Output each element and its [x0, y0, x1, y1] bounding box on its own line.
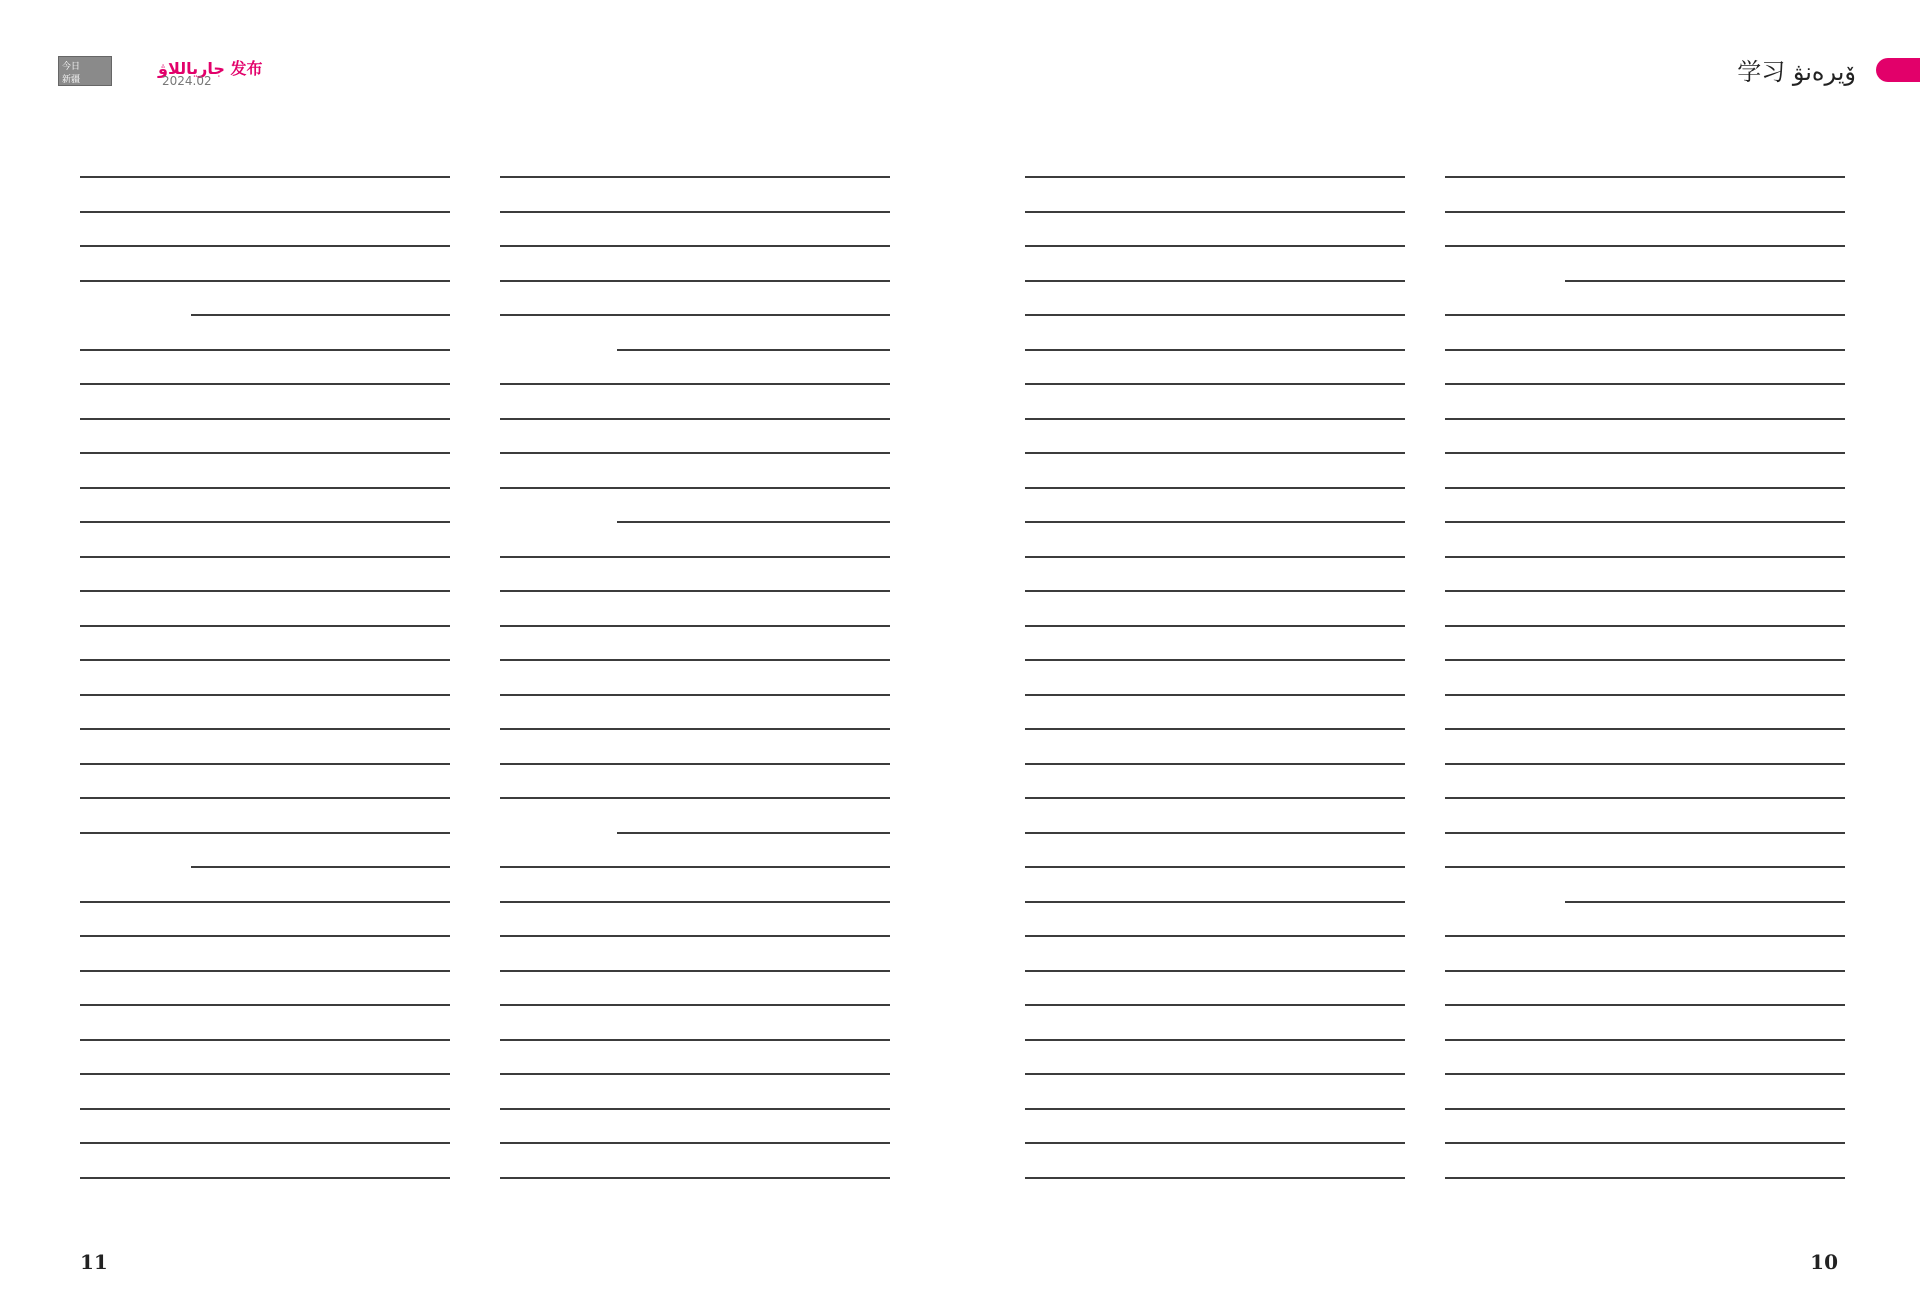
- text-line: [1445, 866, 1845, 868]
- text-line: [80, 418, 450, 420]
- text-line: [1445, 452, 1845, 454]
- text-column-2: [500, 176, 890, 1211]
- text-line: [1025, 590, 1405, 592]
- text-line: [1445, 1039, 1845, 1041]
- text-line: [617, 832, 890, 834]
- text-line: [1445, 970, 1845, 972]
- text-line: [1565, 901, 1845, 903]
- text-line: [500, 763, 890, 765]
- publication-name: جارياللاۋ 发布: [158, 59, 263, 78]
- text-line: [1025, 1039, 1405, 1041]
- text-line: [80, 590, 450, 592]
- text-line: [1445, 1004, 1845, 1006]
- text-line: [1025, 418, 1405, 420]
- text-line: [1025, 763, 1405, 765]
- text-line: [80, 556, 450, 558]
- text-line: [80, 970, 450, 972]
- text-line: [1025, 487, 1405, 489]
- text-line: [500, 487, 890, 489]
- text-line: [1025, 349, 1405, 351]
- text-line: [80, 245, 450, 247]
- text-line: [80, 1177, 450, 1179]
- text-line: [1025, 1142, 1405, 1144]
- text-line: [500, 797, 890, 799]
- text-line: [1445, 487, 1845, 489]
- text-line: [1445, 521, 1845, 523]
- text-line: [1025, 970, 1405, 972]
- text-line: [1025, 866, 1405, 868]
- text-line: [1445, 935, 1845, 937]
- text-line: [1025, 211, 1405, 213]
- text-line: [500, 1039, 890, 1041]
- text-line: [1445, 659, 1845, 661]
- text-line: [80, 349, 450, 351]
- text-column-1: [80, 176, 450, 1211]
- publication-logo: [58, 56, 112, 86]
- text-line: [1025, 797, 1405, 799]
- text-line: [1025, 935, 1405, 937]
- text-line: [500, 383, 890, 385]
- text-line: [1445, 418, 1845, 420]
- text-line: [1025, 625, 1405, 627]
- text-line: [500, 1108, 890, 1110]
- text-line: [80, 211, 450, 213]
- text-line: [500, 659, 890, 661]
- text-line: [1445, 1142, 1845, 1144]
- text-line: [617, 349, 890, 351]
- section-accent-bar: [1876, 58, 1920, 82]
- text-line: [1025, 314, 1405, 316]
- text-line: [500, 901, 890, 903]
- text-line: [1025, 901, 1405, 903]
- text-line: [1025, 556, 1405, 558]
- text-line: [1025, 452, 1405, 454]
- text-line: [500, 556, 890, 558]
- text-line: [500, 694, 890, 696]
- text-line: [1025, 245, 1405, 247]
- text-line: [1025, 521, 1405, 523]
- text-line: [1445, 556, 1845, 558]
- text-line: [500, 590, 890, 592]
- text-line: [80, 763, 450, 765]
- text-line: [1025, 280, 1405, 282]
- text-line: [500, 418, 890, 420]
- text-line: [80, 1004, 450, 1006]
- text-line: [80, 694, 450, 696]
- text-line: [500, 245, 890, 247]
- text-line: [1025, 1108, 1405, 1110]
- text-line: [500, 452, 890, 454]
- text-line: [80, 901, 450, 903]
- text-line: [1025, 728, 1405, 730]
- text-line: [500, 625, 890, 627]
- text-line: [1025, 1004, 1405, 1006]
- text-line: [80, 1073, 450, 1075]
- text-line: [80, 1039, 450, 1041]
- text-line: [80, 452, 450, 454]
- text-line: [80, 1142, 450, 1144]
- text-line: [1445, 1177, 1845, 1179]
- text-line: [1445, 383, 1845, 385]
- text-line: [500, 728, 890, 730]
- text-line: [1445, 625, 1845, 627]
- text-line: [500, 314, 890, 316]
- page-number-left: 11: [80, 1250, 108, 1274]
- text-line: [191, 866, 450, 868]
- text-line: [1445, 245, 1845, 247]
- text-line: [1025, 694, 1405, 696]
- text-line: [1025, 659, 1405, 661]
- text-line: [191, 314, 450, 316]
- text-line: [80, 659, 450, 661]
- text-line: [1445, 1108, 1845, 1110]
- text-line: [500, 176, 890, 178]
- text-line: [1445, 797, 1845, 799]
- text-line: [80, 728, 450, 730]
- issue-date: 2024.02: [162, 74, 212, 88]
- text-line: [1445, 1073, 1845, 1075]
- text-line: [617, 521, 890, 523]
- text-column-3: [1025, 176, 1405, 1211]
- page-number-right: 10: [1810, 1250, 1838, 1274]
- text-line: [500, 1142, 890, 1144]
- text-line: [1445, 590, 1845, 592]
- text-line: [500, 866, 890, 868]
- text-line: [80, 521, 450, 523]
- text-line: [1445, 211, 1845, 213]
- text-line: [80, 487, 450, 489]
- text-line: [80, 832, 450, 834]
- text-line: [1445, 832, 1845, 834]
- text-line: [1025, 383, 1405, 385]
- text-line: [500, 1073, 890, 1075]
- text-line: [80, 176, 450, 178]
- text-line: [1025, 176, 1405, 178]
- text-line: [500, 970, 890, 972]
- text-line: [1445, 694, 1845, 696]
- text-line: [80, 280, 450, 282]
- text-line: [80, 383, 450, 385]
- logo-text-top: 今日: [62, 62, 81, 72]
- text-line: [1445, 349, 1845, 351]
- text-line: [1565, 280, 1845, 282]
- text-line: [1025, 832, 1405, 834]
- section-title: ۆيرەنۋ 学习: [1737, 58, 1856, 86]
- text-line: [1445, 763, 1845, 765]
- logo-text-bottom: 新疆: [62, 75, 81, 85]
- text-line: [500, 280, 890, 282]
- text-line: [80, 1108, 450, 1110]
- text-line: [1025, 1073, 1405, 1075]
- text-line: [80, 625, 450, 627]
- text-column-4: [1445, 176, 1845, 1211]
- text-line: [1445, 176, 1845, 178]
- text-line: [500, 211, 890, 213]
- text-line: [1445, 728, 1845, 730]
- text-line: [500, 1177, 890, 1179]
- text-line: [80, 797, 450, 799]
- text-line: [500, 935, 890, 937]
- text-line: [80, 935, 450, 937]
- text-line: [1445, 314, 1845, 316]
- text-line: [1025, 1177, 1405, 1179]
- text-line: [500, 1004, 890, 1006]
